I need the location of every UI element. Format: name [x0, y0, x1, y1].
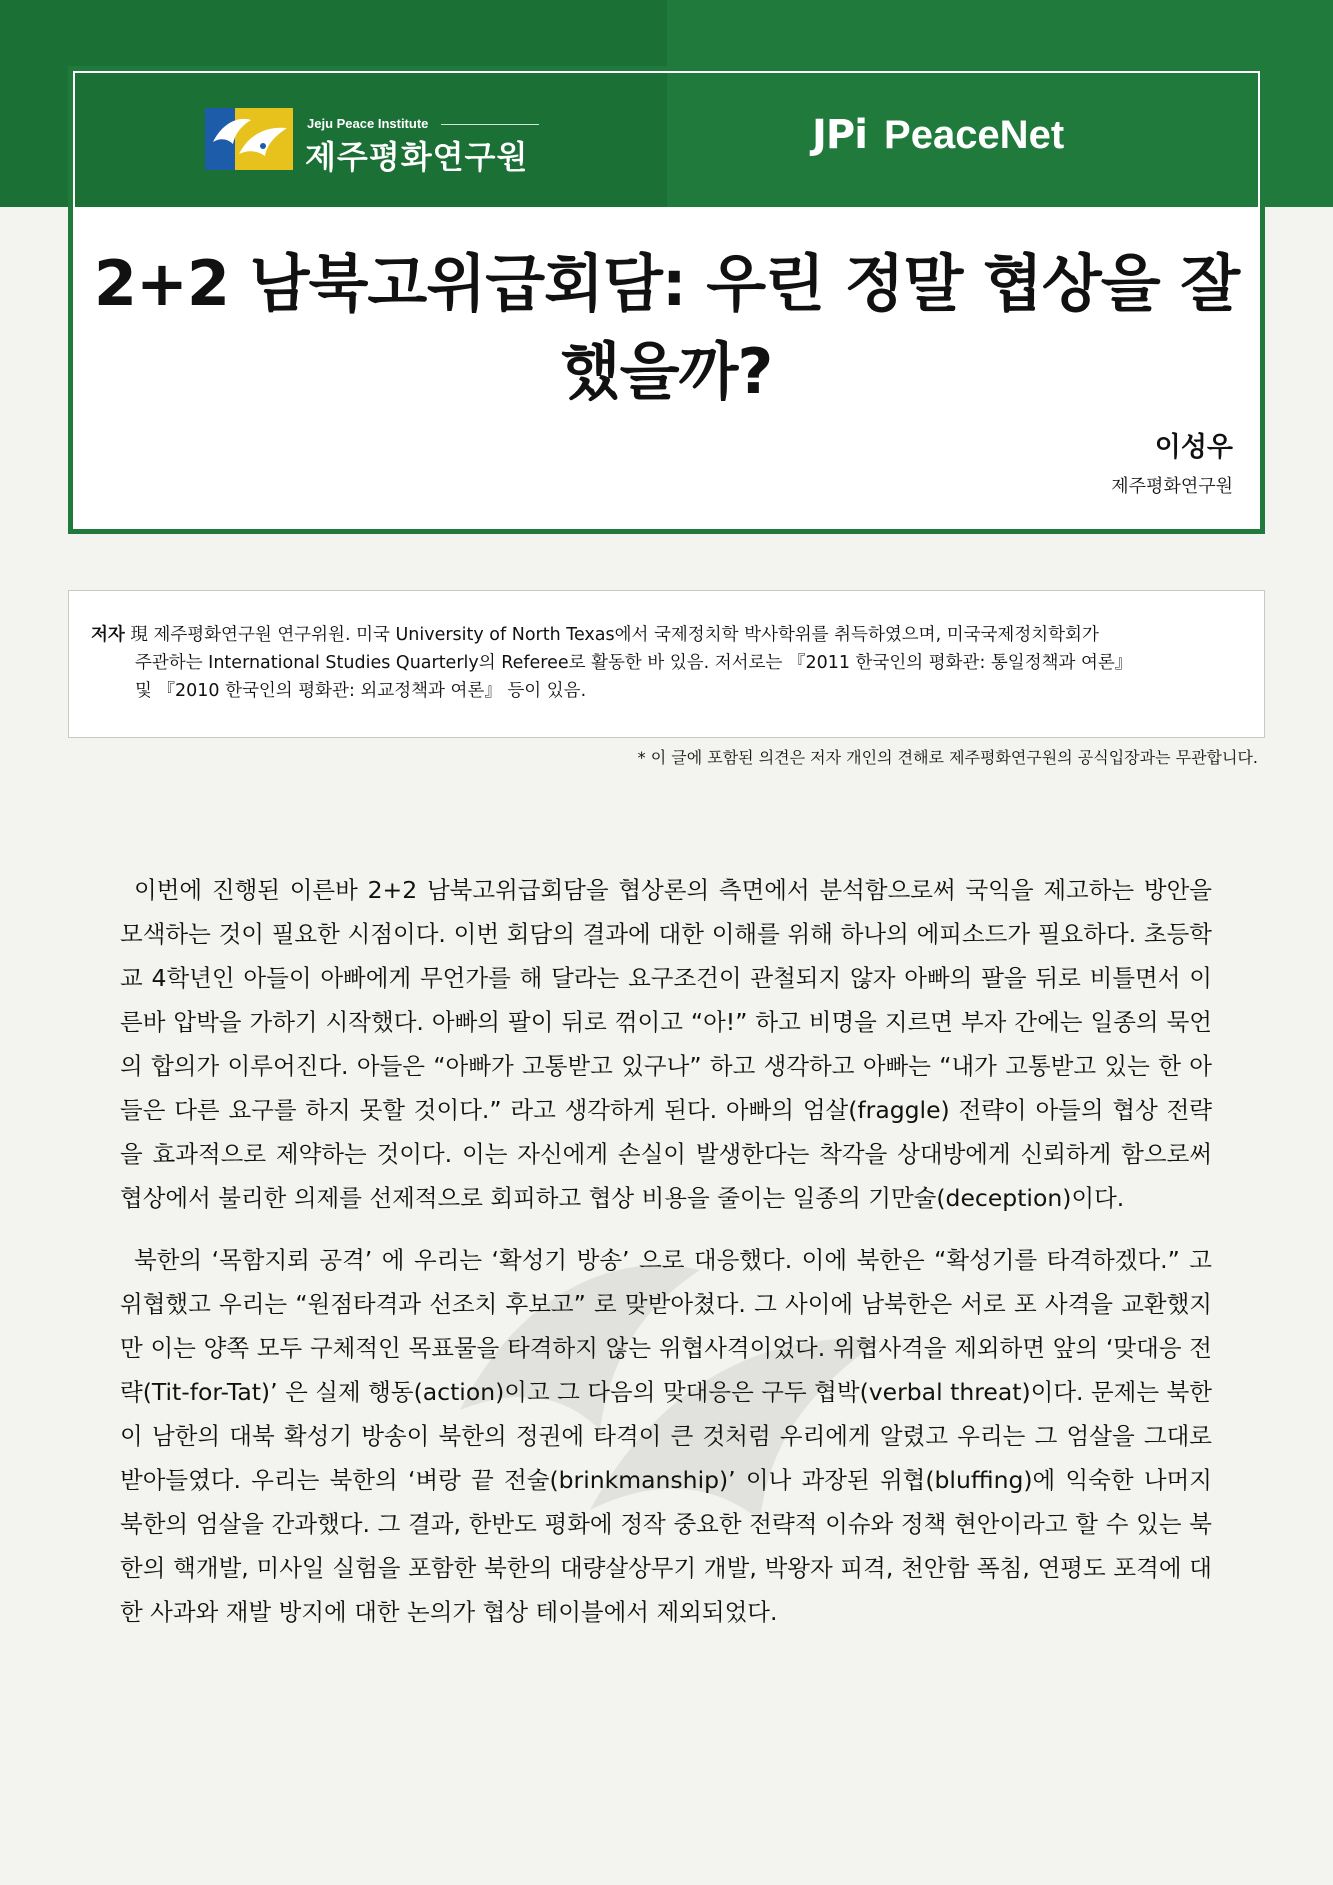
- jeju-peace-institute-logo: [205, 104, 545, 174]
- paragraph-1: 이번에 진행된 이른바 2+2 남북고위급회담을 협상론의 측면에서 분석함으로써 국익을 제고하는 방안을 모색하는 것이 필요한 시점이다. 이번 회담의 결과에 대한 이해를 위해 하나의 에피소드가 필요하다. 초등학교 4학년인 아들이 아빠에게 무언가를 해 달라는 요구조건이 관철되지 않자 아빠의 팔을 뒤로 비틀면서 이른바 압박을 가하기 시작했다. 아빠의 팔이 뒤로 꺾이고 “아!” 하고 비명을 지르면 부자 간에는 일종의 묵언의 합의가 이루어진다. 아들은 “아빠가 고통받고 있구나” 하고 생각하고 아빠는 “내가 고통받고 있는 한 아들은 다른 요구를 하지 못할 것이다.” 라고 생각하게 된다. 아빠의 엄살(fraggle) 전략이 아들의 협상 전략을 효과적으로 제약하는 것이다. 이는 자신에게 손실이 발생한다는 착각을 상대방에게 신뢰하게 함으로써 협상에서 불리한 의제를 선제적으로 회피하고 협상 비용을 줄이는 일종의 기만술(deception)이다.: [120, 876, 1212, 1212]
- logo-english-name: Jeju Peace Institute: [307, 116, 429, 131]
- dove-logo-icon: [205, 108, 293, 170]
- bio-line-2: 주관하는 International Studies Quarterly의 Referee로 활동한 바 있음. 저서로는 『2011 한국인의 평화관: 통일정책과 여론』: [135, 653, 1133, 673]
- page-title: 2+2 남북고위급회담: 우린 정말 협상을 잘했을까?: [93, 247, 1240, 408]
- disclaimer: * 이 글에 포함된 의견은 저자 개인의 견해로 제주평화연구원의 공식입장과는 무관합니다.: [637, 748, 1258, 767]
- paragraph-2: 북한의 ‘목함지뢰 공격’ 에 우리는 ‘확성기 방송’ 으로 대응했다. 이에 북한은 “확성기를 타격하겠다.” 고 위협했고 우리는 “원점타격과 선조치 후보고” 로 맞받아쳤다. 그 사이에 남북한은 서로 포 사격을 교환했지만 이는 양쪽 모두 구체적인 목표물을 타격하지 않는 위협사격이었다. 위협사격을 제외하면 앞의 ‘맞대응 전략(Tit-for-Tat)’ 은 실제 행동(action)이고 그 다음의 맞대응은 구두 협박(verbal threat)이다. 문제는 북한이 남한의 대북 확성기 방송이 북한의 정권에 타격이 큰 것처럼 우리에게 알렸고 우리는 그 엄살을 그대로 받아들였다. 우리는 북한의 ‘벼랑 끝 전술(brinkmanship)’ 이나 과장된 위협(bluffing)에 익숙한 나머지 북한의 엄살을 간과했다. 그 결과, 한반도 평화에 정작 중요한 전략적 이슈와 정책 현안이라고 할 수 있는 북한의 핵개발, 미사일 실험을 포함한 북한의 대량살상무기 개발, 박왕자 피격, 천안함 폭침, 연평도 포격에 대한 사과와 재발 방지에 대한 논의가 협상 테이블에서 제외되었다.: [120, 1246, 1212, 1626]
- author-affiliation: 제주평화연구원: [1111, 476, 1233, 497]
- logo-korean-name: 제주평화연구원: [305, 138, 529, 176]
- author-name: 이성우: [1154, 432, 1233, 463]
- bio-label: 저자: [91, 625, 125, 645]
- logo-rule: [441, 124, 539, 125]
- bio-line-3: 및 『2010 한국인의 평화관: 외교정책과 여론』 등이 있음.: [135, 681, 587, 701]
- jpi-mark: JPi: [812, 112, 867, 158]
- bio-line-1: 現 제주평화연구원 연구위원. 미국 University of North Texas에서 국제정치학 박사학위를 취득하였으며, 미국국제정치학회가: [124, 625, 1099, 645]
- peacenet-logo: [812, 112, 1064, 172]
- author-bio: [91, 621, 1241, 705]
- author-bio-box: [68, 590, 1265, 738]
- article-body: [120, 868, 1212, 1652]
- peacenet-wordmark: PeaceNet: [884, 112, 1065, 157]
